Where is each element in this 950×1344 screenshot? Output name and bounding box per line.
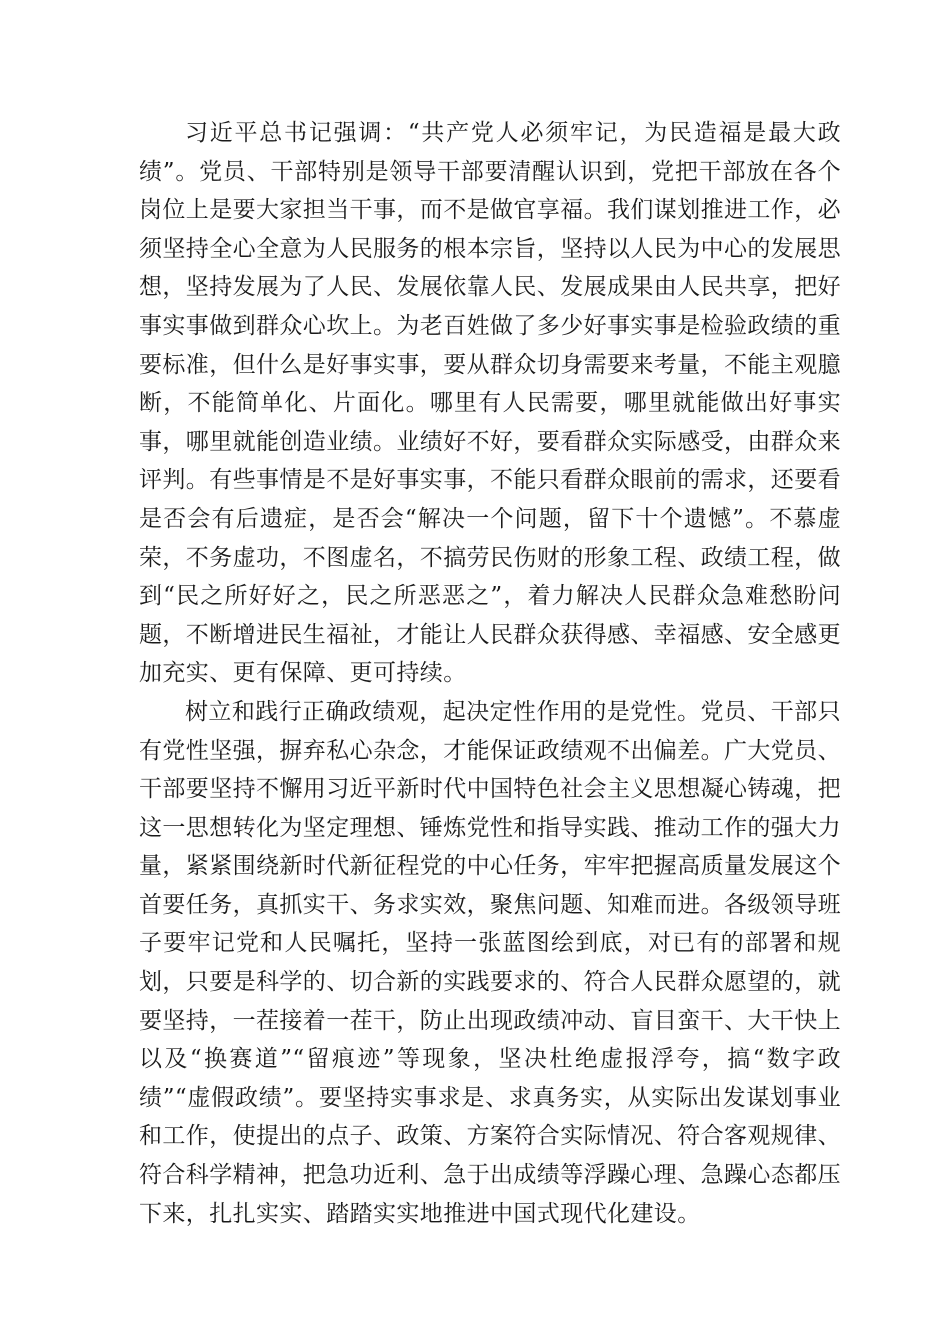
paragraph-2: 树立和践行正确政绩观，起决定性作用的是党性。党员、干部只有党性坚强，摒弃私心杂念，才能保证政绩观不出偏差。广大党员、干部要坚持不懈用习近平新时代中国特色社会主义思想凝心铸魂，把这一思想转化为坚定理想、锤炼党性和指导实践、推动工作的强大力量，紧紧围绕新时代新征程党的中心任务，牢牢把握高质量发展这个首要任务，真抓实干、务求实效，聚焦问题、知难而进。各级领导班子要牢记党和人民嘱托，坚持一张蓝图绘到底，对已有的部署和规划，只要是科学的、切合新的实践要求的、符合人民群众愿望的，就要坚持，一茬接着一茬干，防止出现政绩冲动、盲目蛮干、大干快上以及“换赛道”“留痕迹”等现象，坚决杜绝虚报浮夸，搞“数字政绩”“虚假政绩”。要坚持实事求是、求真务实，从实际出发谋划事业和工作，使提出的点子、政策、方案符合实际情况、符合客观规律、符合科学精神，把急功近利、急于出成绩等浮躁心理、急躁心态都压下来，扎扎实实、踏踏实实地推进中国式现代化建设。 [139, 698, 841, 1227]
document-body [139, 114, 841, 1233]
paragraph-1: 习近平总书记强调：“共产党人必须牢记，为民造福是最大政绩”。党员、干部特别是领导干部要清醒认识到，党把干部放在各个岗位上是要大家担当干事，而不是做官享福。我们谋划推进工作，必须坚持全心全意为人民服务的根本宗旨，坚持以人民为中心的发展思想，坚持发展为了人民、发展依靠人民、发展成果由人民共享，把好事实事做到群众心坎上。为老百姓做了多少好事实事是检验政绩的重要标准，但什么是好事实事，要从群众切身需要来考量，不能主观臆断，不能简单化、片面化。哪里有人民需要，哪里就能做出好事实事，哪里就能创造业绩。业绩好不好，要看群众实际感受，由群众来评判。有些事情是不是好事实事，不能只看群众眼前的需求，还要看是否会有后遗症，是否会“解决一个问题，留下十个遗憾”。不慕虚荣，不务虚功，不图虚名，不搞劳民伤财的形象工程、政绩工程，做到“民之所好好之，民之所恶恶之”，着力解决人民群众急难愁盼问题，不断增进民生福祉，才能让人民群众获得感、幸福感、安全感更加充实、更有保障、更可持续。 [139, 120, 841, 687]
